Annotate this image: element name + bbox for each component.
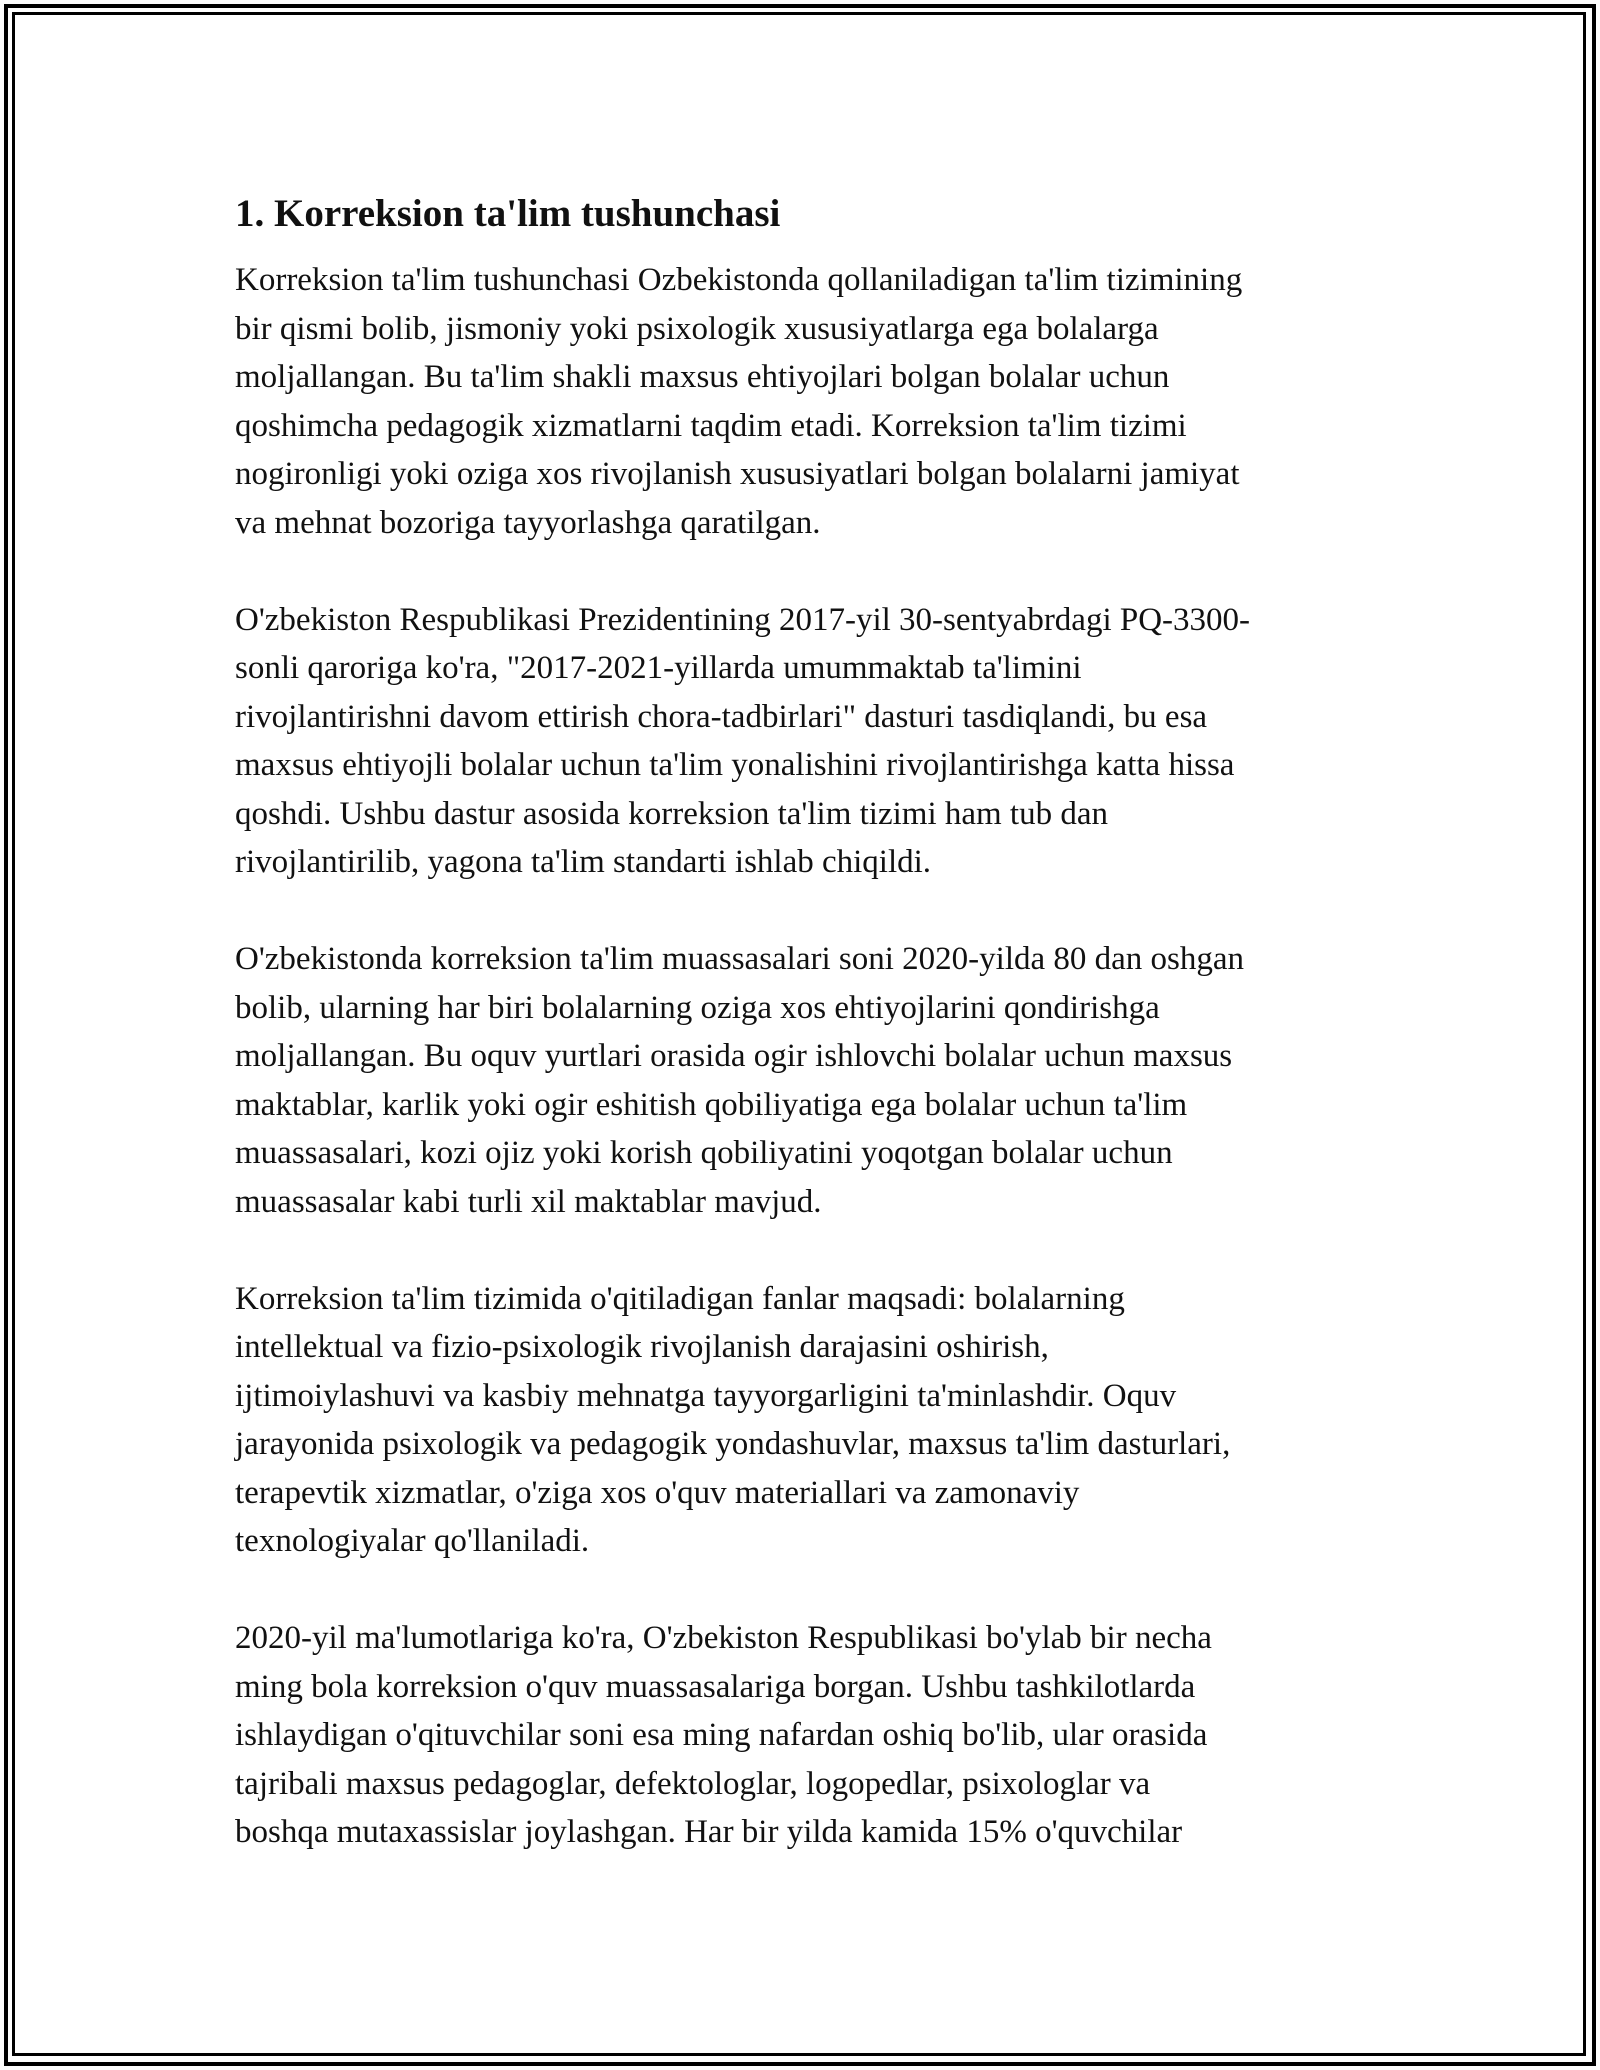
text-line: sonli qaroriga ko'ra, "2017-2021-yillarda umummaktab ta'limini bbox=[235, 650, 1082, 686]
text-line: bolib, ularning har biri bolalarning oziga xos ehtiyojlarini qondirishga bbox=[235, 989, 1160, 1026]
text-line: bir qismi bolib, jismoniy yoki psixologik xususiyatlarga ega bolalarga bbox=[235, 310, 1159, 347]
section-heading: 1. Korreksion ta'lim tushunchasi bbox=[235, 192, 781, 235]
paragraph-1 bbox=[235, 256, 1375, 547]
paragraph-2 bbox=[235, 596, 1375, 887]
text-line: ishlaydigan o'qituvchilar soni esa ming nafardan oshiq bo'lib, ular orasida bbox=[235, 1717, 1208, 1753]
paragraph-5 bbox=[235, 1614, 1375, 1857]
text-line: tajribali maxsus pedagoglar, defektologlar, logopedlar, psixologlar va bbox=[235, 1765, 1151, 1802]
text-line: boshqa mutaxassislar joylashgan. Har bir yilda kamida 15% o'quvchilar bbox=[235, 1814, 1183, 1850]
text-line: moljallangan. Bu ta'lim shakli maxsus ehtiyojlari bolgan bolalar uchun bbox=[235, 359, 1170, 395]
paragraph-4 bbox=[235, 1275, 1375, 1566]
text-line: rivojlantirilib, yagona ta'lim standarti ishlab chiqildi. bbox=[235, 844, 932, 880]
text-line: rivojlantirishni davom ettirish chora-tadbirlari" dasturi tasdiqlandi, bu esa bbox=[235, 698, 1208, 735]
text-line: maxsus ehtiyojli bolalar uchun ta'lim yonalishini rivojlantirishga katta hissa bbox=[235, 747, 1235, 783]
text-line: moljallangan. Bu oquv yurtlari orasida ogir ishlovchi bolalar uchun maxsus bbox=[235, 1038, 1233, 1074]
text-line: jarayonida psixologik va pedagogik yondashuvlar, maxsus ta'lim dasturlari, bbox=[235, 1426, 1231, 1462]
paragraph-3 bbox=[235, 935, 1375, 1226]
text-line: 2020-yil ma'lumotlariga ko'ra, O'zbekiston Respublikasi bo'ylab bir necha bbox=[235, 1620, 1212, 1656]
text-line: terapevtik xizmatlar, o'ziga xos o'quv materiallari va zamonaviy bbox=[235, 1474, 1080, 1511]
text-line: va mehnat bozoriga tayyorlashga qaratilgan. bbox=[235, 504, 821, 541]
text-line: intellektual va fizio-psixologik rivojlanish darajasini oshirish, bbox=[235, 1329, 1049, 1365]
text-line: maktablar, karlik yoki ogir eshitish qobiliyatiga ega bolalar uchun ta'lim bbox=[235, 1086, 1188, 1123]
text-line: Korreksion ta'lim tushunchasi Ozbekistonda qollaniladigan ta'lim tizimining bbox=[235, 262, 1243, 298]
text-line: ijtimoiylashuvi va kasbiy mehnatga tayyorgarligini ta'minlashdir. Oquv bbox=[235, 1377, 1177, 1414]
text-line: qoshimcha pedagogik xizmatlarni taqdim etadi. Korreksion ta'lim tizimi bbox=[235, 407, 1187, 444]
text-line: qoshdi. Ushbu dastur asosida korreksion ta'lim tizimi ham tub dan bbox=[235, 795, 1109, 832]
text-line: texnologiyalar qo'llaniladi. bbox=[235, 1523, 590, 1559]
text-line: O'zbekiston Respublikasi Prezidentining 2017-yil 30-sentyabrdagi PQ-3300- bbox=[235, 601, 1251, 638]
text-line: O'zbekistonda korreksion ta'lim muassasalari soni 2020-yilda 80 dan oshgan bbox=[235, 941, 1245, 977]
text-line: ming bola korreksion o'quv muassasalariga borgan. Ushbu tashkilotlarda bbox=[235, 1668, 1196, 1705]
text-line: muassasalari, kozi ojiz yoki korish qobiliyatini yoqotgan bolalar uchun bbox=[235, 1135, 1173, 1171]
text-line: Korreksion ta'lim tizimida o'qitiladigan fanlar maqsadi: bolalarning bbox=[235, 1280, 1125, 1317]
document-body bbox=[235, 188, 1375, 1905]
text-line: muassasalar kabi turli xil maktablar mavjud. bbox=[235, 1183, 822, 1220]
text-line: nogironligi yoki oziga xos rivojlanish xususiyatlari bolgan bolalarni jamiyat bbox=[235, 456, 1240, 492]
